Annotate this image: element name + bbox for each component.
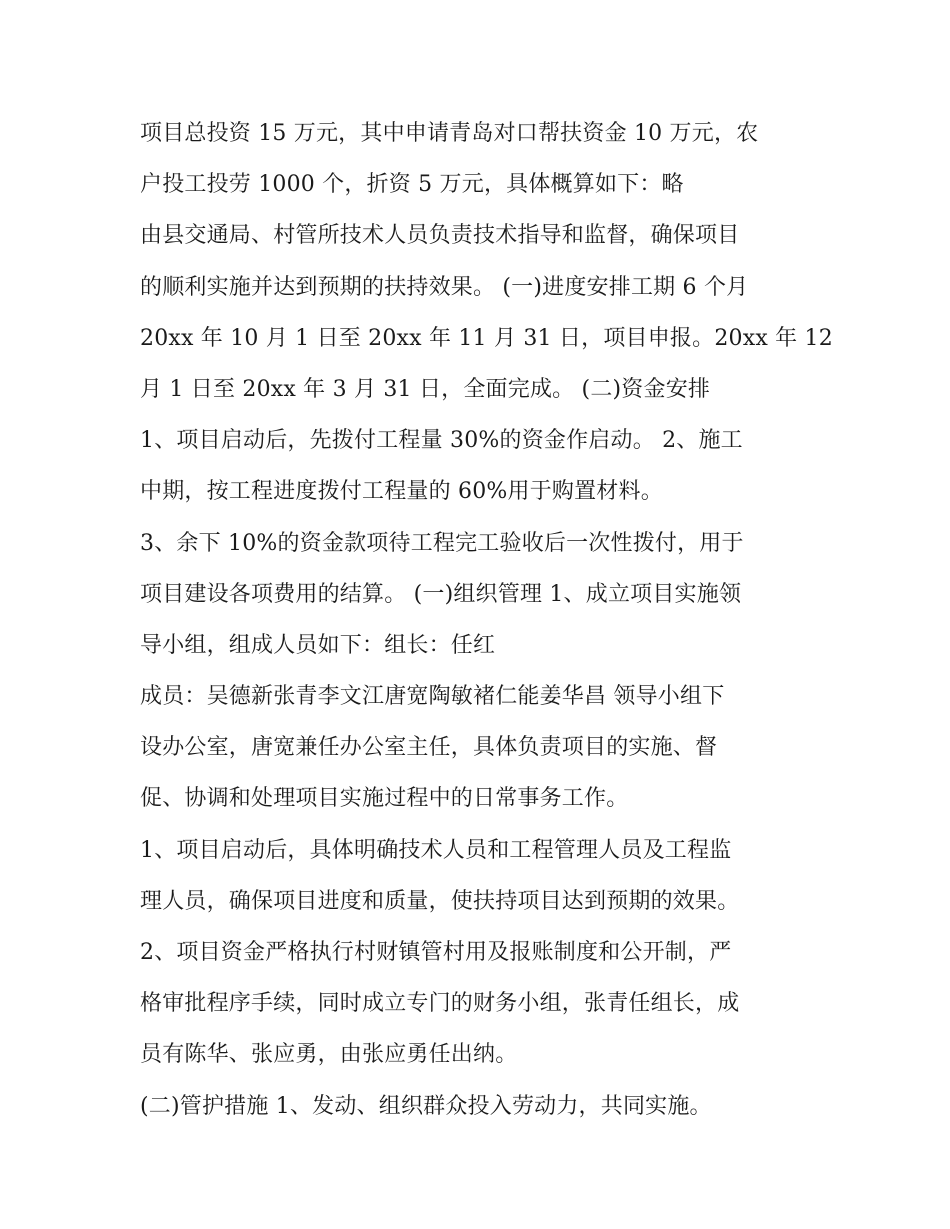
text-line: 1、项目启动后，先拨付工程量 30%的资金作启动。 2、施工 (140, 428, 743, 454)
text-line: 项目总投资 15 万元，其中申请青岛对口帮扶资金 10 万元，农 (140, 121, 759, 146)
text-line: 中期，按工程进度拨付工程量的 60%用于购置材料。 (140, 479, 663, 505)
text-line: 2、项目资金严格执行村财镇管村用及报账制度和公开制，严 (140, 940, 732, 965)
text-line: 员有陈华、张应勇，由张应勇任出纳。 (140, 1042, 518, 1068)
text-line: 理人员，确保项目进度和质量，使扶持项目达到预期的效果。 (140, 888, 740, 914)
text-line: 设办公室，唐宽兼任办公室主任，具体负责项目的实施、督 (140, 735, 718, 761)
text-line: 格审批程序手续，同时成立专门的财务小组，张青任组长，成 (140, 991, 740, 1017)
text-line: 成员：吴德新张青李文江唐宽陶敏褚仁能姜华昌 领导小组下 (140, 684, 725, 710)
document-body (140, 108, 833, 1132)
text-line: 3、余下 10%的资金款项待工程完工验收后一次性拨付，用于 (140, 530, 744, 556)
text-line: 月 1 日至 20xx 年 3 月 31 日，全面完成。 (二)资金安排 (140, 376, 711, 402)
text-line: 促、协调和处理项目实施过程中的日常事务工作。 (140, 786, 629, 812)
text-line: 户投工投劳 1000 个，折资 5 万元，具体概算如下：略 (140, 172, 684, 198)
text-line: 由县交通局、村管所技术人员负责技术指导和监督，确保项目 (140, 223, 740, 249)
text-line: (二)管护措施 1、发动、组织群众投入劳动力，共同实施。 (140, 1093, 712, 1119)
text-line: 20xx 年 10 月 1 日至 20xx 年 11 月 31 日，项目申报。20xx 年 12 (140, 325, 833, 351)
text-line: 1、项目启动后，具体明确技术人员和工程管理人员及工程监 (140, 837, 732, 863)
text-line: 导小组，组成人员如下：组长：任红 (140, 632, 496, 658)
text-line: 的顺利实施并达到预期的扶持效果。 (一)进度安排工期 6 个月 (140, 274, 749, 300)
text-line: 项目建设各项费用的结算。 (一)组织管理 1、成立项目实施领 (140, 581, 742, 607)
